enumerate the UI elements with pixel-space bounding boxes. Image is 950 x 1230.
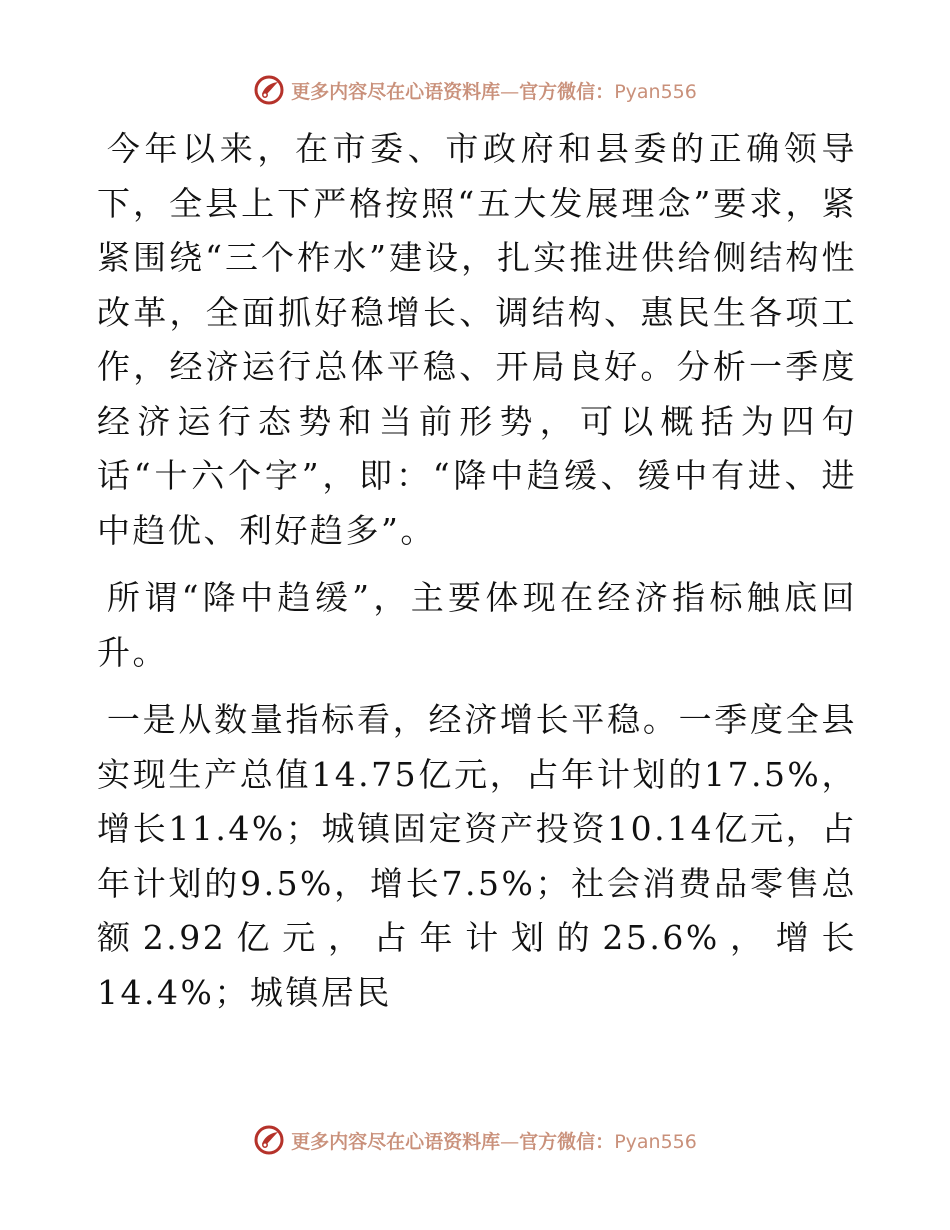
banner-text: [291, 1127, 697, 1154]
banner-wechat-id: Pyan556: [614, 1130, 697, 1153]
banner-wechat-id: Pyan556: [614, 80, 697, 103]
paragraph-2: 所谓“降中趋缓”，主要体现在经济指标触底回升。: [97, 578, 857, 672]
footer-banner: [0, 1120, 950, 1160]
brand-logo-icon: [253, 1124, 285, 1156]
paragraph-1: 今年以来，在市委、市政府和县委的正确领导下，全县上下严格按照“五大发展理念”要求，紧紧围绕“三个柞水”建设，扎实推进供给侧结构性改革，全面抓好稳增长、调结构、惠民生各项工作，经济运行总体平稳、开局良好。分析一季度经济运行态势和当前形势，可以概括为四句话“十六个字”，即：“降中趋缓、缓中有进、进中趋优、利好趋多”。: [97, 129, 857, 550]
banner-separator: —: [500, 80, 520, 103]
banner-title: 更多内容尽在心语资料库: [291, 80, 501, 103]
banner-separator: —: [500, 1130, 520, 1153]
document-body: [97, 122, 857, 1033]
header-banner: [0, 70, 950, 110]
banner-suffix: 官方微信：: [519, 80, 615, 103]
brand-logo-icon: [253, 74, 285, 106]
banner-suffix: 官方微信：: [519, 1130, 615, 1153]
banner-text: [291, 77, 697, 104]
paragraph-3: 一是从数量指标看，经济增长平稳。一季度全县实现生产总值14.75亿元，占年计划的17.5%，增长11.4%；城镇固定资产投资10.14亿元，占年计划的9.5%，增长7.5%；社会消费品零售总额2.92亿元，占年计划的25.6%，增长14.4%；城镇居民: [97, 700, 857, 1012]
banner-title: 更多内容尽在心语资料库: [291, 1130, 501, 1153]
